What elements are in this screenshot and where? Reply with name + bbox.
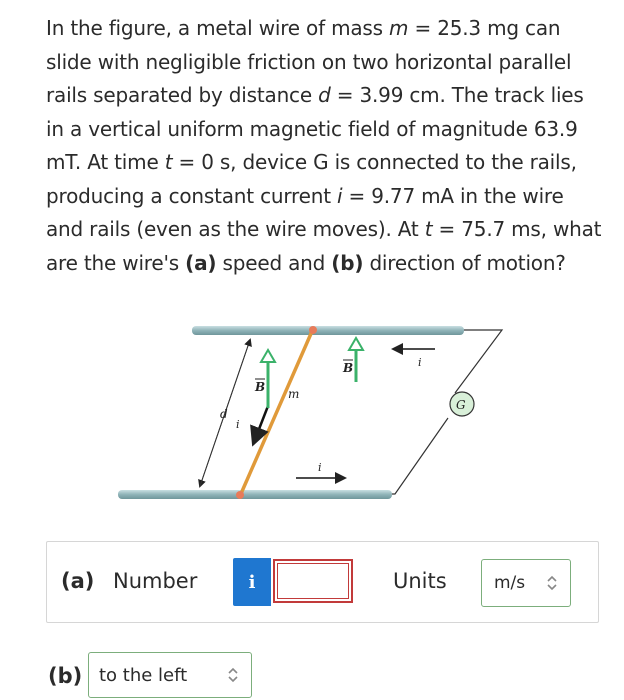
b-label-1: B — [255, 380, 266, 394]
d-label: d — [220, 407, 228, 421]
i-bottom-label: i — [318, 461, 322, 474]
question-text: In the figure, a metal wire of mass m = 25.3 mg can slide with negligible friction on two horizontal parallel rails separated by distance d = 3.99 cm. The track lies in a vertical uniform magnetic field of magnitude 63.9 mT. At time t = 0 s, device G is connected to the rails, producing a constant current i = 9.77 mA in the wire and rails (even as the wire moves). At t = 75.7 ms, what are the wire's (a) speed and (b) direction of motion? — [46, 16, 602, 275]
answer-a-box — [46, 541, 599, 623]
circuit-wire — [455, 330, 502, 393]
g-label: G — [456, 398, 466, 412]
number-input[interactable] — [273, 559, 353, 603]
chevron-updown-icon — [227, 667, 239, 683]
direction-value: to the left — [99, 664, 188, 686]
i-top-label: i — [418, 356, 422, 369]
direction-select[interactable] — [88, 652, 252, 698]
units-value: m/s — [494, 573, 526, 593]
number-label: Number — [113, 569, 198, 593]
rail-figure — [110, 318, 520, 528]
top-rail — [192, 326, 464, 335]
b-label-2: B — [343, 361, 354, 375]
info-icon[interactable]: i — [233, 558, 271, 606]
bottom-rail — [118, 490, 392, 499]
i-wire-label: i — [236, 418, 240, 431]
part-a-label: (a) — [61, 569, 95, 593]
sliding-wire — [240, 329, 313, 496]
units-label: Units — [393, 569, 447, 593]
m-label: m — [288, 387, 300, 401]
chevron-updown-icon — [546, 575, 558, 591]
units-select[interactable] — [481, 559, 571, 607]
circuit-wire — [390, 418, 448, 494]
part-b-label: (b) — [48, 664, 83, 688]
